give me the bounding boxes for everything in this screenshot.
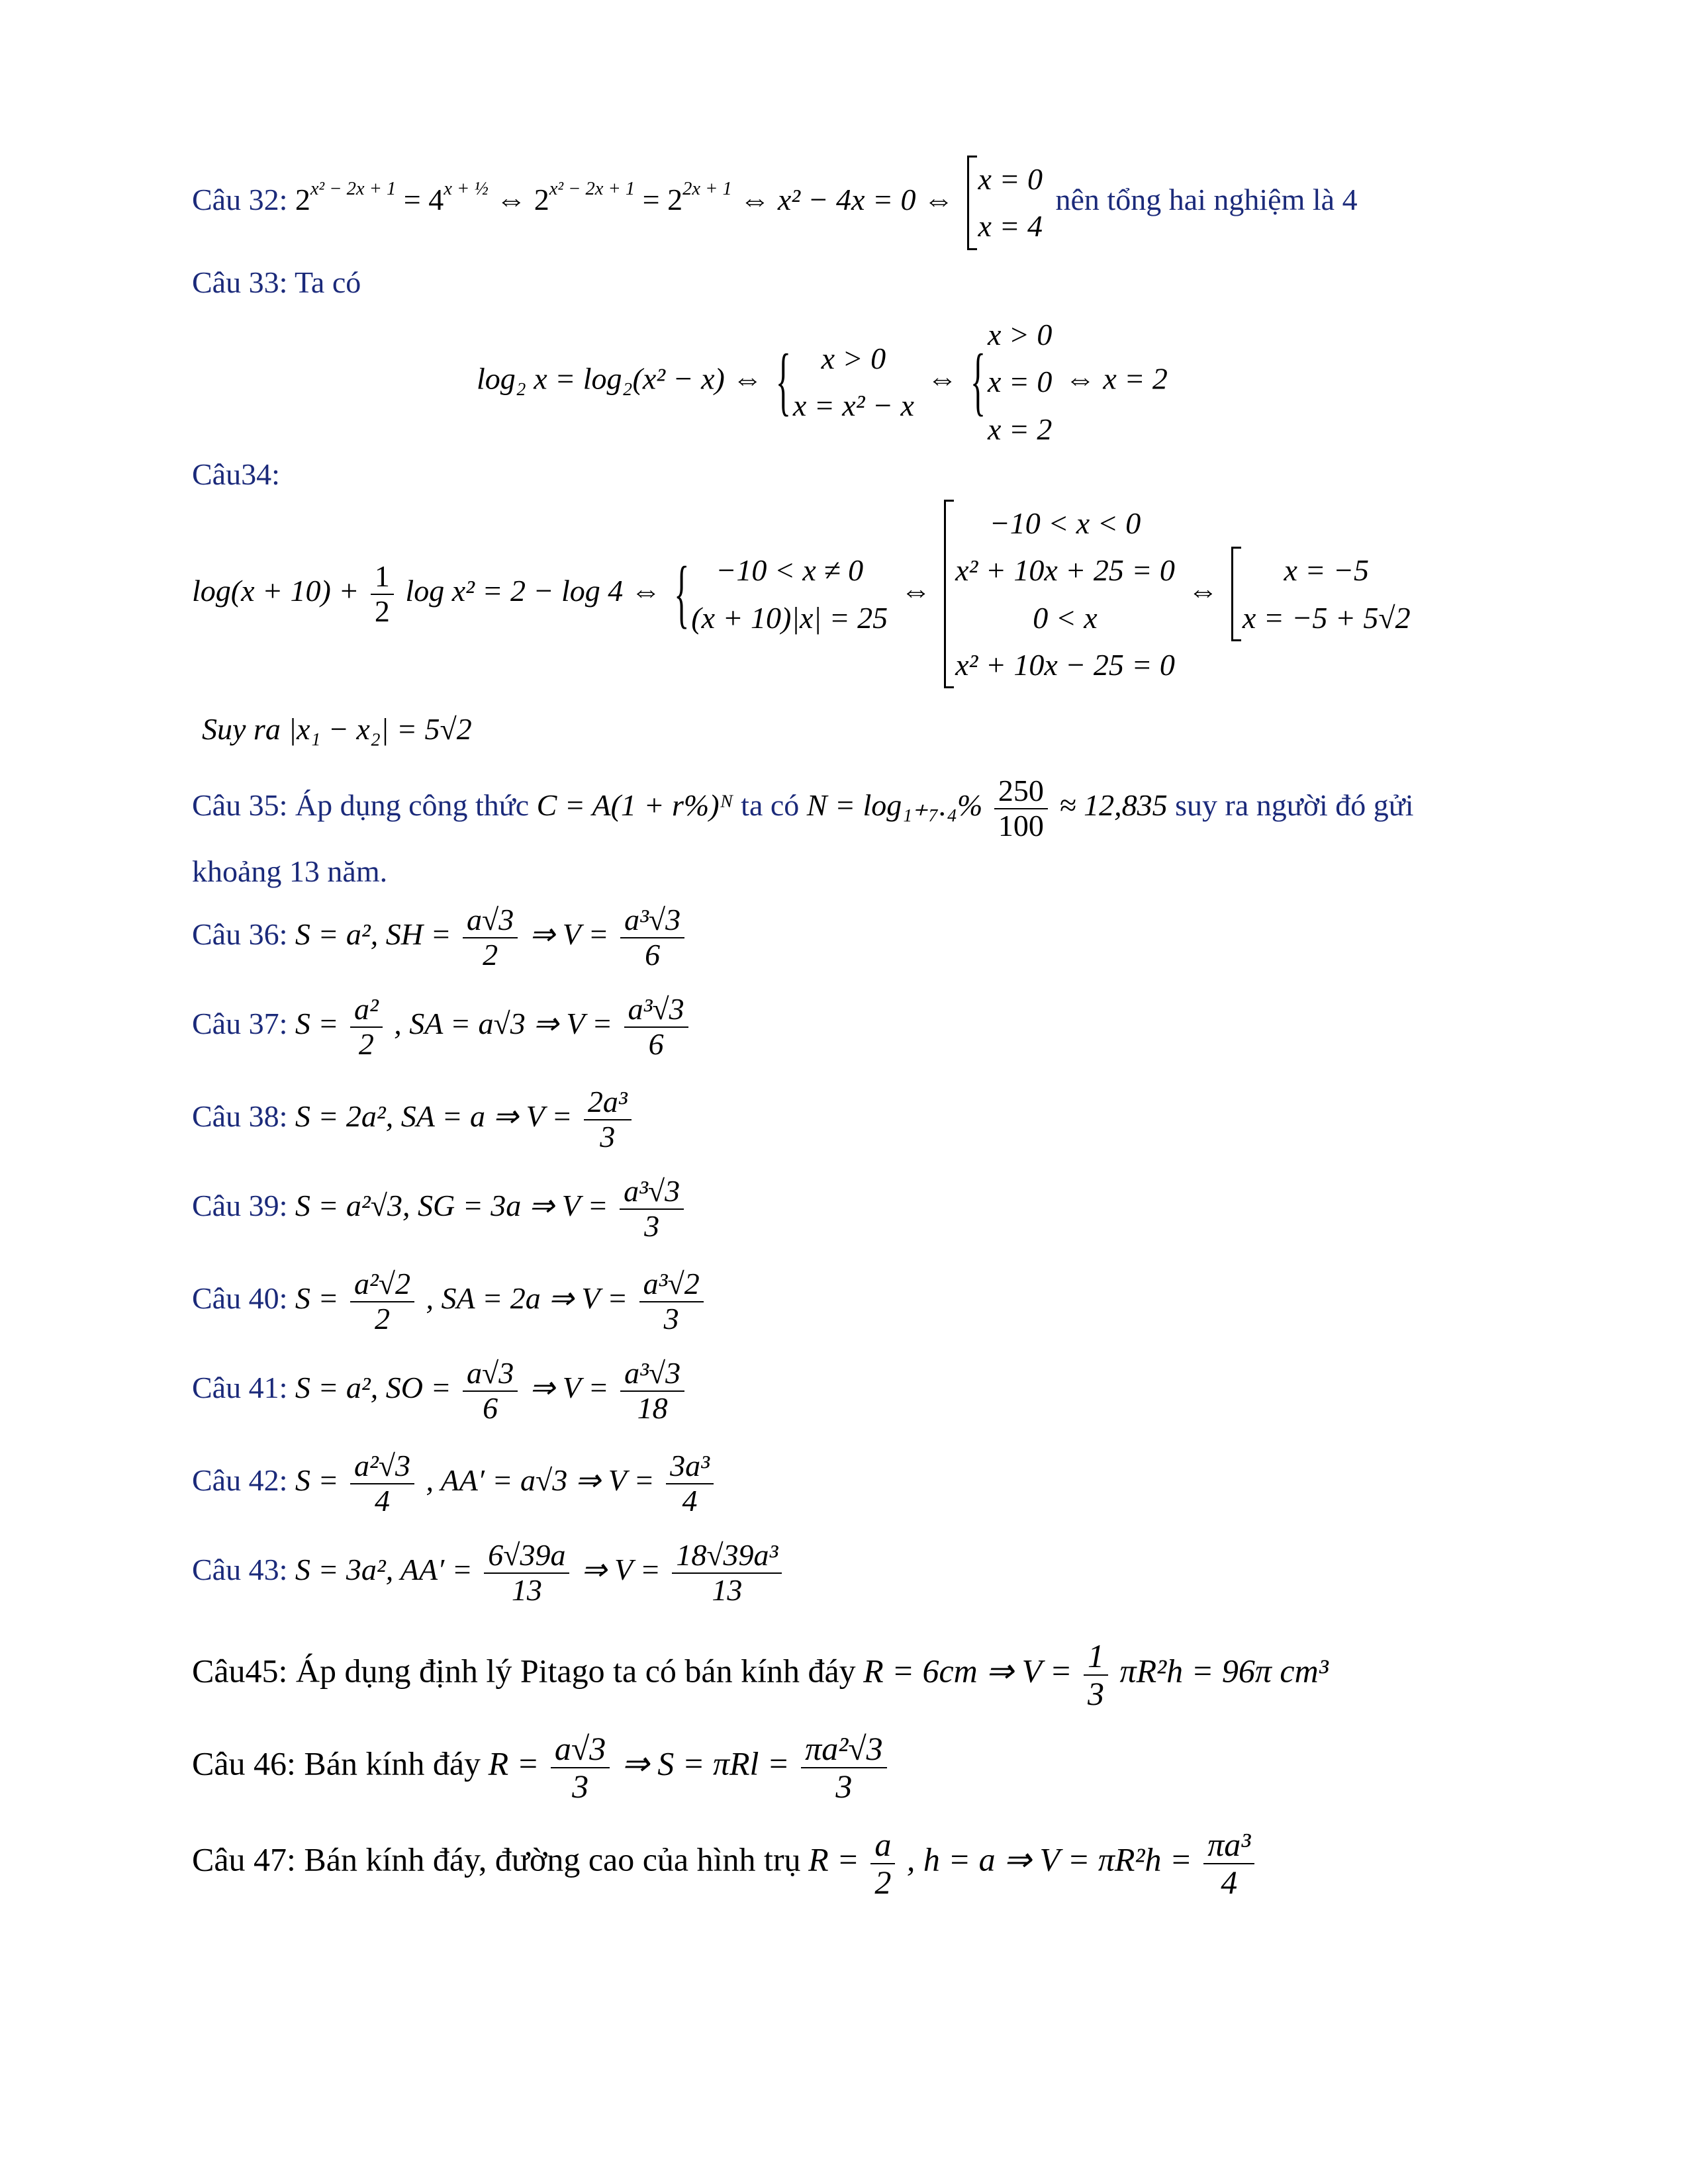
q34-iff1: ⇔ <box>900 574 931 608</box>
q34-half-den: 2 <box>374 594 390 628</box>
q34-solutions <box>1231 547 1411 641</box>
q39-n1: a³√3 <box>620 1175 684 1210</box>
q40-b: , SA = 2a ⇒ V = <box>426 1281 628 1316</box>
q32-exp3: x² − 2x + 1 <box>549 179 635 200</box>
q39-frac1 <box>620 1175 684 1243</box>
q39-d1: 3 <box>644 1208 660 1243</box>
q35-mid: ta có <box>741 788 800 823</box>
q43-d2: 13 <box>712 1572 743 1607</box>
q42-d1: 4 <box>374 1483 390 1518</box>
q41-d2: 18 <box>637 1390 668 1425</box>
q37-n2: a³√3 <box>624 993 688 1028</box>
q33-sys2-b: x = 0 <box>987 365 1053 399</box>
q43-label: Câu 43: <box>192 1553 288 1587</box>
q35-ratio <box>994 774 1048 842</box>
q46-n2: πa²√3 <box>801 1731 886 1768</box>
q45-d1: 3 <box>1088 1675 1105 1712</box>
q41-line <box>192 1357 688 1425</box>
q33-sys1-b: x = x² − x <box>792 388 914 422</box>
q38-a: S = 2a², SA = a ⇒ V = <box>295 1099 573 1134</box>
q34-cases <box>944 500 1175 688</box>
q34-label: Câu34: <box>192 457 280 491</box>
q37-a: S = <box>295 1007 339 1041</box>
q40-label: Câu 40: <box>192 1281 288 1316</box>
q45-a: R = 6cm ⇒ V = <box>863 1652 1072 1690</box>
q32-exp1: x² − 2x + 1 <box>310 179 397 200</box>
q38-label: Câu 38: <box>192 1099 288 1134</box>
q36-frac2 <box>620 903 684 972</box>
q41-b: ⇒ V = <box>529 1371 609 1405</box>
q32-exp4: 2x + 1 <box>682 179 732 200</box>
q36-a: S = a², SH = <box>295 917 451 952</box>
q35-line2: khoảng 13 năm. <box>192 854 388 888</box>
q41-label: Câu 41: <box>192 1371 288 1405</box>
q33-lhs: log₂ x = log₂(x² − x) ⇔ <box>477 361 763 396</box>
q40-frac1 <box>350 1267 414 1336</box>
q34-system1 <box>674 547 888 641</box>
q37-d1: 2 <box>358 1026 374 1061</box>
q36-b: ⇒ V = <box>529 917 609 952</box>
q32-solutions <box>967 156 1043 250</box>
q33-system2 <box>970 311 1052 453</box>
q43-n1: 6√39a <box>484 1539 569 1574</box>
q43-line <box>192 1539 786 1607</box>
q33-label: Câu 33: Ta có <box>192 265 361 299</box>
q46-b: ⇒ S = πRl = <box>621 1745 790 1782</box>
q32-eq5: ⇔ x² − 4x = 0 ⇔ <box>739 182 955 216</box>
q33-sys1-a: { x > 0 <box>821 341 886 375</box>
q40-d2: 3 <box>663 1301 679 1336</box>
q32-sol2: x = 4 <box>978 209 1043 244</box>
q37-frac2 <box>624 993 688 1061</box>
q34-lhs-b: log x² = 2 − log 4 ⇔ <box>405 574 661 608</box>
q40-frac2 <box>639 1267 704 1336</box>
q32-sol1: x = 0 <box>978 162 1043 196</box>
q32-label: Câu 32: <box>192 182 288 216</box>
q33-iff: ⇔ <box>927 361 958 396</box>
q34-sol2: x = −5 + 5√2 <box>1242 600 1411 635</box>
q47-frac1 <box>870 1827 895 1901</box>
q35-line <box>192 774 1414 842</box>
q34-conclusion: Suy ra |x₁ − x₂| = 5√2 <box>202 712 472 746</box>
q39-a: S = a²√3, SG = 3a ⇒ V = <box>295 1189 608 1223</box>
q42-b: , AA′ = a√3 ⇒ V = <box>426 1463 655 1498</box>
q33-equation <box>477 311 1168 453</box>
q32-base3: ⇔ 2 <box>496 182 549 216</box>
q32-conclusion: nên tổng hai nghiệm là 4 <box>1055 182 1358 216</box>
q32-base1: 2 <box>295 182 310 216</box>
q41-d1: 6 <box>483 1390 498 1425</box>
q38-d1: 3 <box>600 1119 616 1154</box>
q47-frac2 <box>1203 1827 1254 1901</box>
q45-line <box>192 1638 1329 1712</box>
q34-sol1: x = −5 <box>1284 553 1370 588</box>
q37-label: Câu 37: <box>192 1007 288 1041</box>
q40-a: S = <box>295 1281 339 1316</box>
q35-formula: C = A(1 + r%)ᴺ <box>536 788 733 823</box>
q38-frac1 <box>584 1085 632 1154</box>
q36-d1: 2 <box>483 937 498 972</box>
q46-line <box>192 1731 891 1805</box>
q45-frac1 <box>1084 1638 1108 1712</box>
q47-label: Câu 47: Bán kính đáy, đường cao của hình trụ <box>192 1841 801 1878</box>
q45-label: Câu45: Áp dụng định lý Pitago ta có bán kính đáy <box>192 1652 856 1690</box>
q35-tail: suy ra người đó gửi <box>1175 788 1414 823</box>
q34-equation <box>192 500 1416 688</box>
q37-d2: 6 <box>648 1026 664 1061</box>
q43-frac2 <box>672 1539 782 1607</box>
q42-n2: 3a³ <box>666 1449 714 1484</box>
q36-frac1 <box>463 903 518 972</box>
q46-d1: 3 <box>572 1768 589 1805</box>
q37-n1: a² <box>350 993 383 1028</box>
q39-line <box>192 1175 688 1243</box>
q42-d2: 4 <box>682 1483 698 1518</box>
q43-a: S = 3a², AA′ = <box>295 1553 473 1587</box>
q42-line <box>192 1449 718 1518</box>
q35-n-expr: N = log₁₊₇.₄% <box>806 788 983 823</box>
q34-iff2: ⇔ <box>1188 574 1219 608</box>
q42-frac2 <box>666 1449 714 1518</box>
q36-d2: 6 <box>645 937 661 972</box>
q42-label: Câu 42: <box>192 1463 288 1498</box>
q35-den: 100 <box>998 808 1044 842</box>
q33-system1 <box>776 335 914 430</box>
q34-half-num: 1 <box>371 560 394 595</box>
q43-n2: 18√39a³ <box>672 1539 782 1574</box>
q46-frac1 <box>551 1731 610 1805</box>
q34-sys1-b: (x + 10)|x| = 25 <box>691 600 888 635</box>
q40-n2: a³√2 <box>639 1267 704 1302</box>
q36-line <box>192 903 688 972</box>
q33-sys2-a: { x > 0 <box>987 318 1053 351</box>
q35-approx: ≈ 12,835 <box>1059 788 1168 823</box>
q47-n2: πa³ <box>1203 1827 1254 1864</box>
q32-line <box>192 156 1358 250</box>
q47-n1: a <box>870 1827 895 1864</box>
q41-a: S = a², SO = <box>295 1371 451 1405</box>
q37-frac1 <box>350 993 383 1061</box>
q43-b: ⇒ V = <box>581 1553 661 1587</box>
q46-label: Câu 46: Bán kính đáy <box>192 1745 481 1782</box>
q32-exp2: x + ½ <box>444 179 489 200</box>
q34-lhs-a: log(x + 10) + <box>192 574 359 608</box>
q39-label: Câu 39: <box>192 1189 288 1223</box>
q33-result: ⇔ x = 2 <box>1064 361 1168 396</box>
q47-d1: 2 <box>874 1864 892 1901</box>
q47-a: R = <box>808 1841 859 1878</box>
q47-b: , h = a ⇒ V = πR²h = <box>906 1841 1192 1878</box>
q41-n1: a√3 <box>463 1357 518 1392</box>
q32-base2: = 4 <box>403 182 444 216</box>
q46-frac2 <box>801 1731 886 1805</box>
q45-b: πR²h = 96π cm³ <box>1119 1652 1329 1690</box>
q33-sys2-c: x = 2 <box>987 412 1053 446</box>
q34-case1-a: −10 < x < 0 <box>989 506 1141 540</box>
q46-d2: 3 <box>835 1768 853 1805</box>
q38-n1: 2a³ <box>584 1085 632 1120</box>
q34-case2-a: 0 < x <box>1033 600 1098 635</box>
q36-n2: a³√3 <box>620 903 684 938</box>
q42-n1: a²√3 <box>350 1449 414 1484</box>
q43-d1: 13 <box>511 1572 542 1607</box>
q42-frac1 <box>350 1449 414 1518</box>
q41-frac1 <box>463 1357 518 1425</box>
q37-line <box>192 993 692 1061</box>
q36-n1: a√3 <box>463 903 518 938</box>
q46-n1: a√3 <box>551 1731 610 1768</box>
q35-num: 250 <box>994 774 1048 809</box>
q34-case2-b: x² + 10x − 25 = 0 <box>955 647 1175 682</box>
q38-line <box>192 1085 635 1154</box>
q46-a: R = <box>488 1745 539 1782</box>
q35-label: Câu 35: Áp dụng công thức <box>192 788 530 823</box>
q41-frac2 <box>620 1357 684 1425</box>
q36-label: Câu 36: <box>192 917 288 952</box>
q40-n1: a²√2 <box>350 1267 414 1302</box>
q37-b: , SA = a√3 ⇒ V = <box>394 1007 613 1041</box>
q45-n1: 1 <box>1084 1638 1108 1676</box>
q47-d2: 4 <box>1221 1864 1238 1901</box>
q32-base4: = 2 <box>642 182 683 216</box>
q40-line <box>192 1267 708 1336</box>
q40-d1: 2 <box>374 1301 390 1336</box>
q42-a: S = <box>295 1463 339 1498</box>
q43-frac1 <box>484 1539 569 1607</box>
q34-case1-b: x² + 10x + 25 = 0 <box>955 553 1175 588</box>
q41-n2: a³√3 <box>620 1357 684 1392</box>
q34-half <box>371 560 394 628</box>
q47-line <box>192 1827 1258 1901</box>
q34-sys1-a: { −10 < x ≠ 0 <box>716 553 864 588</box>
